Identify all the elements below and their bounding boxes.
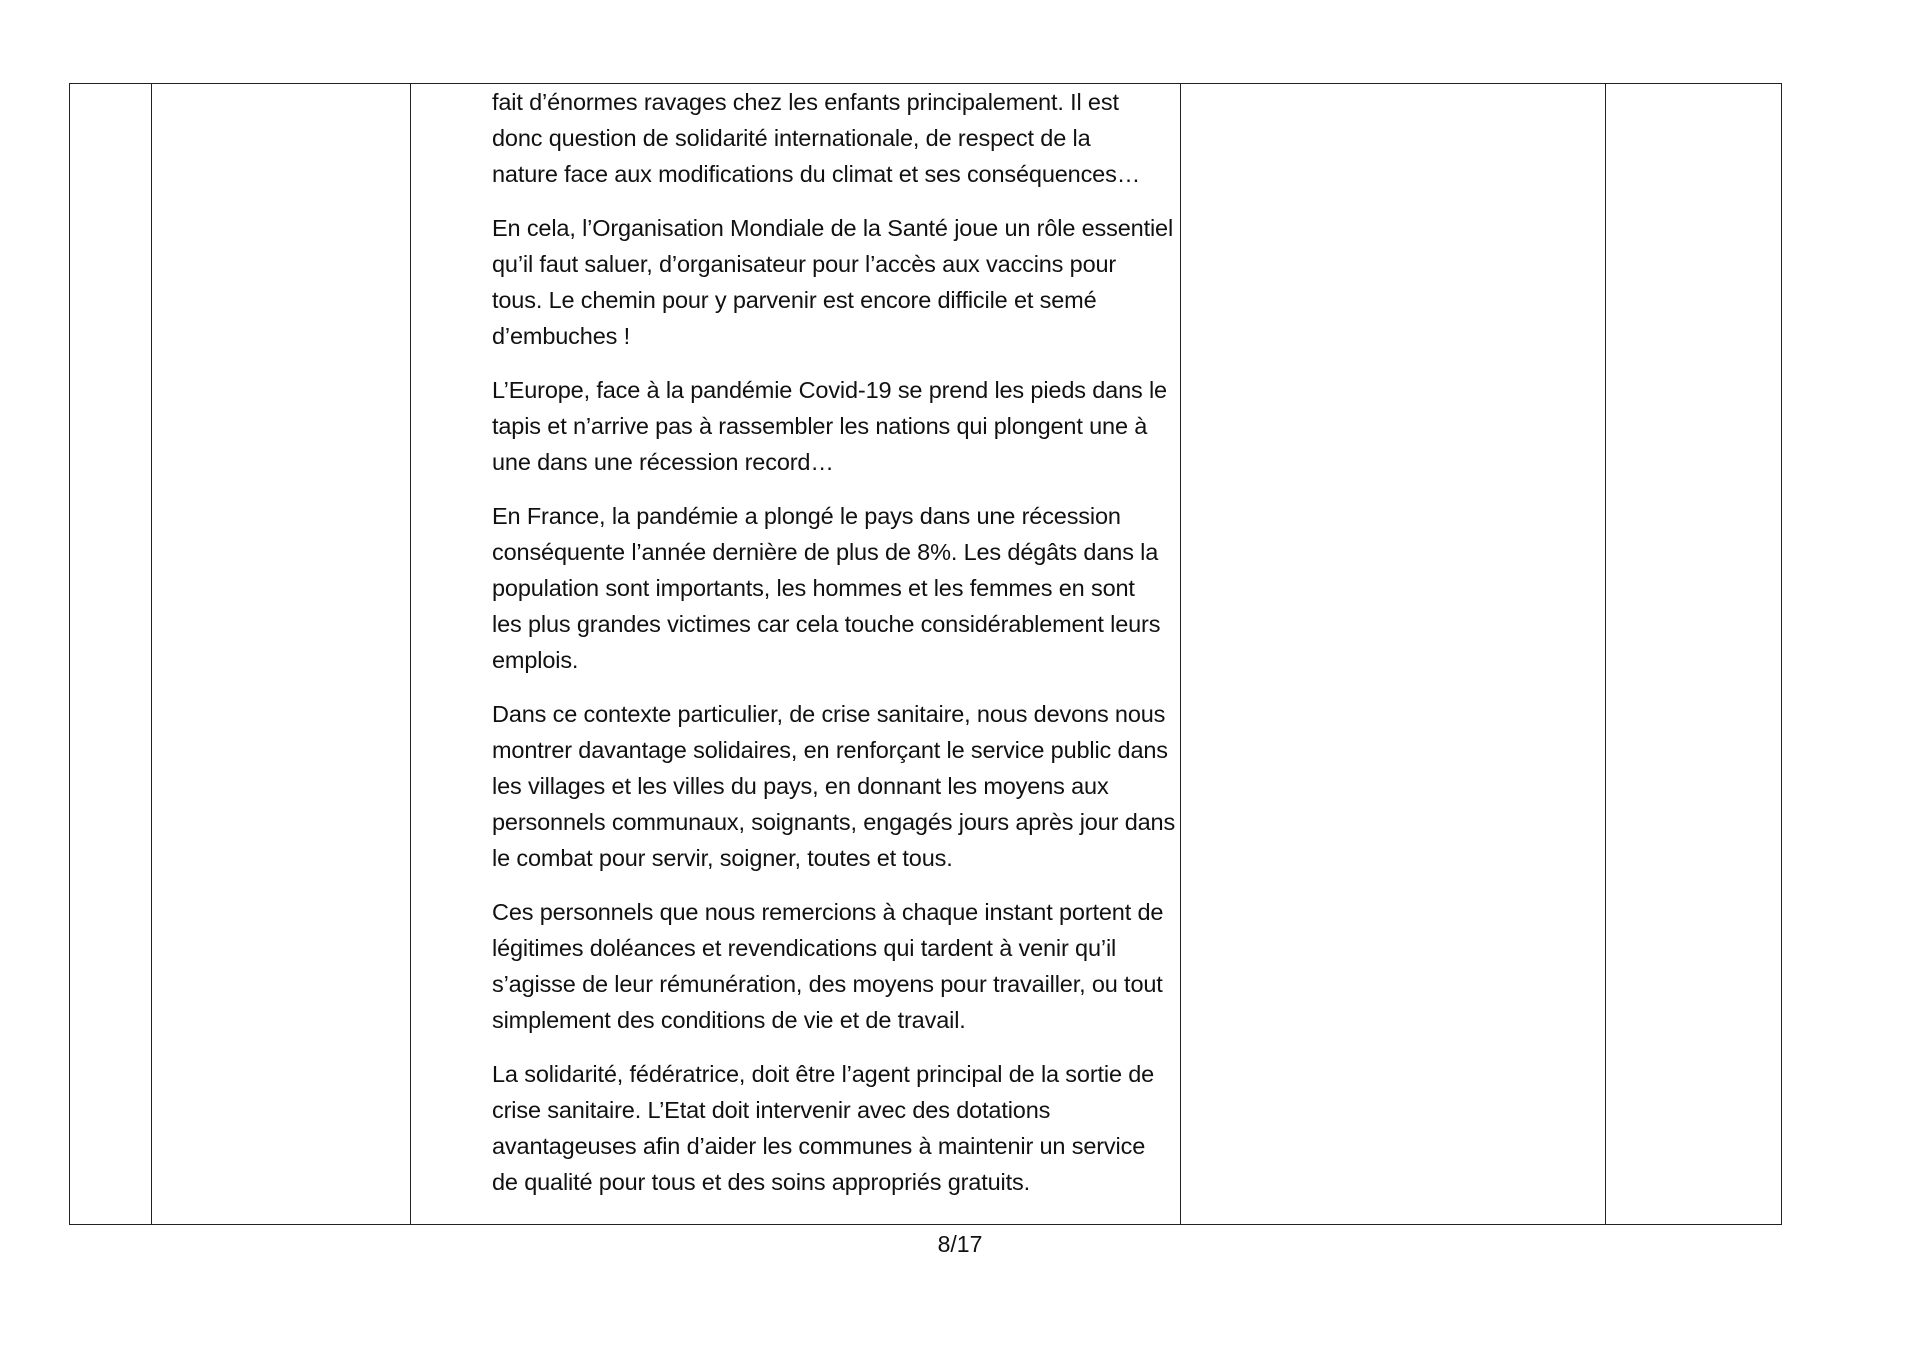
paragraph: Ces personnels que nous remercions à chaque instant portent de légitimes doléances et revendications qui tardent à venir qu’il s’agisse de leur rémunération, des moyens pour travailler, ou tout simplement des conditions de vie et de travail. [492,899,1164,1033]
paragraph: Dans ce contexte particulier, de crise sanitaire, nous devons nous montrer davantage solidaires, en renforçant le service public dans les villages et les villes du pays, en donnant les moyens aux personnels communaux, soignants, engagés jours après jour dans le combat pour servir, soigner, toutes et tous. [492,701,1176,871]
document-table [69,83,1782,1225]
paragraph: En France, la pandémie a plongé le pays dans une récession conséquente l’année dernière de plus de 8%. Les dégâts dans la population sont importants, les hommes et les femmes en sont les plus grandes victimes car cela touche considérablement leurs emplois. [492,503,1161,673]
paragraph: En cela, l’Organisation Mondiale de la Santé joue un rôle essentiel qu’il faut saluer, d’organisateur pour l’accès aux vaccins pour tous. Le chemin pour y parvenir est encore difficile et semé d’embuches ! [492,215,1174,349]
column-divider [410,84,411,1224]
column-divider [151,84,152,1224]
paragraph: L’Europe, face à la pandémie Covid-19 se prend les pieds dans le tapis et n’arrive pas à rassembler les nations qui plongent une à une dans une récession record… [492,377,1167,475]
body-text-cell [492,84,1237,1218]
paragraph: fait d’énormes ravages chez les enfants principalement. Il est donc question de solidarité internationale, de respect de la nature face aux modifications du climat et ses conséquences… [492,89,1141,187]
column-divider [1605,84,1606,1224]
paragraph: La solidarité, fédératrice, doit être l’agent principal de la sortie de crise sanitaire. L’Etat doit intervenir avec des dotations avantageuses afin d’aider les communes à maintenir un service de qualité pour tous et des soins appropriés gratuits. [492,1061,1155,1195]
page-number: 8/17 [937,1231,983,1257]
